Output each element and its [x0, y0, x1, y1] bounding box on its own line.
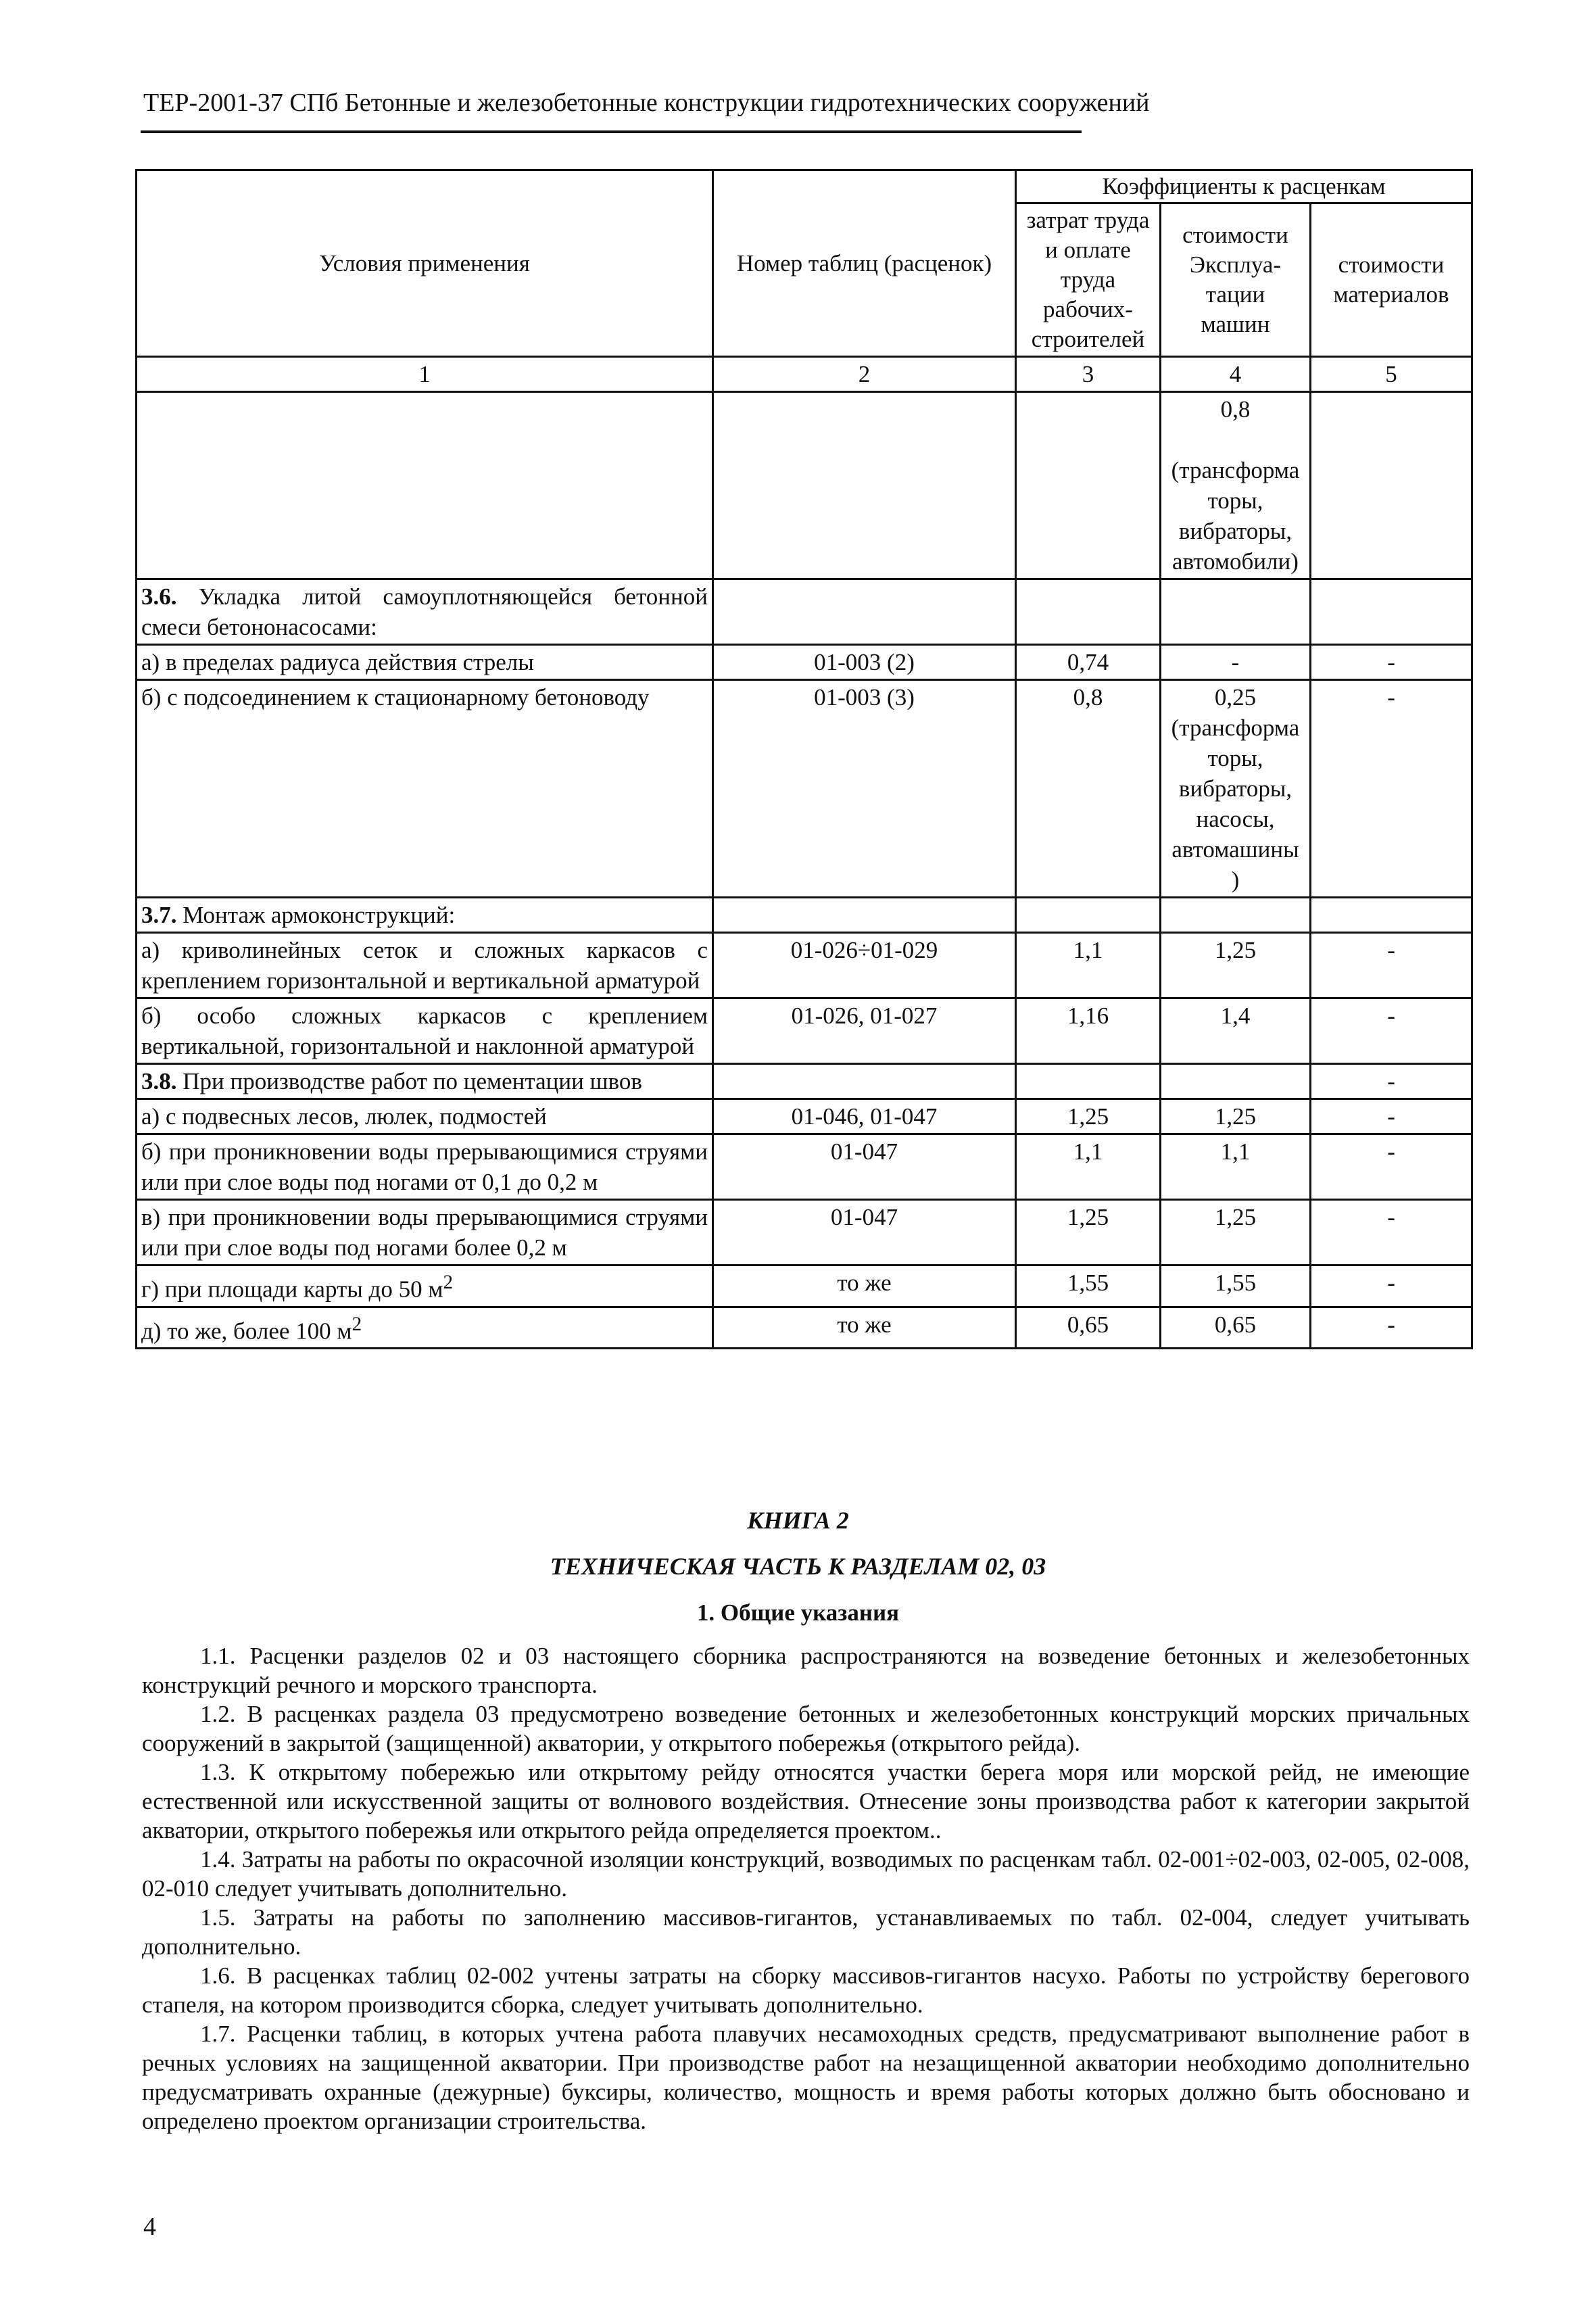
- section-3-6-title: 3.6. Укладка литой самоуплотняющейся бетонной смеси бетононасосами:: [137, 579, 713, 645]
- continuation-machine-coef: 0,8 (трансформа торы, вибраторы, автомобили): [1161, 392, 1311, 579]
- table-row: а) с подвесных лесов, люлек, подмостей 01-046, 01-047 1,25 1,25 -: [137, 1099, 1472, 1134]
- table-row: д) то же, более 100 $м^2$ то же 0,65 0,65 -: [137, 1307, 1472, 1349]
- document-header-title: ТЕР-2001-37 СПб Бетонные и железобетонные конструкции гидротехнических сооружений: [143, 89, 1150, 117]
- paragraph: 1.6. В расценках таблиц 02-002 учтены затраты на сборку массивов-гигантов насухо. Работы по устройству берегового стапеля, на котором производится сборка, следует учитывать дополнительно.: [142, 1962, 1470, 2018]
- coefficients-table: [135, 169, 1473, 1349]
- table-row: б) при проникновении воды прерывающимися струями или при слое воды под ногами от 0,1 до 0,2 м 01-047 1,1 1,1 -: [137, 1134, 1472, 1200]
- header-rule: [141, 130, 1082, 133]
- head-machine-costs: стоимости Эксплуа- тации машин: [1161, 203, 1311, 357]
- table-row: б) с подсоединением к стационарному бетоноводу 01-003 (3) 0,8 0,25 (трансформа торы, вибраторы, насосы, автомашины ) -: [137, 680, 1472, 898]
- head-conditions: Условия применения: [137, 170, 713, 357]
- section-heading: 1. Общие указания: [696, 1599, 900, 1626]
- page-number: 4: [143, 2213, 156, 2241]
- col-number-5: 5: [1311, 357, 1472, 392]
- paragraph: 1.1. Расценки разделов 02 и 03 настоящего сборника распространяются на возведение бетонных и железобетонных конструкций речного и морского транспорта.: [142, 1643, 1470, 1698]
- table-head-row-1: [137, 170, 1472, 203]
- paragraph: 1.3. К открытому побережью или открытому рейду относятся участки берега моря или морской рейд, не имеющие естественной или искусственной защиты от волнового воздействия. Отнесение зоны производства работ к категории закрытой акватории, открытого побережья или открытого рейда определяется проектом..: [142, 1759, 1470, 1843]
- paragraph: 1.5. Затраты на работы по заполнению массивов-гигантов, устанавливаемых по табл. 02-004, следует учитывать дополнительно.: [142, 1904, 1470, 1960]
- paragraph: 1.7. Расценки таблиц, в которых учтена работа плавучих несамоходных средств, предусматривают выполнение работ в речных условиях на защищенной акватории. При производстве работ на незащищенной акватории необходимо дополнительно предусматривать охранные (дежурные) буксиры, количество, мощность и время работы которых должно быть обосновано и определено проектом организации строительства.: [142, 2021, 1470, 2134]
- head-labor-costs: затрат труда и оплате труда рабочих- строителей: [1016, 203, 1161, 357]
- col-number-4: 4: [1161, 357, 1311, 392]
- table-row: а) криволинейных сеток и сложных каркасов с креплением горизонтальной и вертикальной арматурой 01-026÷01-029 1,1 1,25 -: [137, 933, 1472, 998]
- book-title: КНИГА 2: [747, 1507, 849, 1534]
- section-3-8-title: 3.8. При производстве работ по цементации швов: [137, 1064, 713, 1099]
- section-3-8-title-row: 3.8. При производстве работ по цементации швов -: [137, 1064, 1472, 1099]
- book-subtitle: ТЕХНИЧЕСКАЯ ЧАСТЬ К РАЗДЕЛАМ 02, 03: [550, 1553, 1046, 1580]
- col-number-1: 1: [137, 357, 713, 392]
- paragraph: 1.4. Затраты на работы по окрасочной изоляции конструкций, возводимых по расценкам табл. 02-001÷02-003, 02-005, 02-008, 02-010 следует учитывать дополнительно.: [142, 1846, 1470, 1902]
- section-3-6-title-row: [137, 579, 1472, 645]
- column-numbers-row: [137, 357, 1472, 392]
- section-3-7-title: 3.7. Монтаж армоконструкций:: [137, 898, 713, 933]
- paragraph: 1.2. В расценках раздела 03 предусмотрено возведение бетонных и железобетонных конструкций морских причальных сооружений в закрытой (защищенной) акватории, у открытого побережья (открытого рейда).: [142, 1701, 1470, 1756]
- table-row-continuation: [137, 392, 1472, 579]
- section-3-7-title-row: [137, 898, 1472, 933]
- table-row: а) в пределах радиуса действия стрелы 01-003 (2) 0,74 - -: [137, 645, 1472, 680]
- head-coefficients-group: Коэффициенты к расценкам: [1016, 170, 1472, 203]
- table-row: г) при площади карты до 50 $м^2$ то же 1,55 1,55 -: [137, 1265, 1472, 1307]
- table-row: в) при проникновении воды прерывающимися струями или при слое воды под ногами более 0,2 м 01-047 1,25 1,25 -: [137, 1200, 1472, 1265]
- head-material-costs: стоимости материалов: [1311, 203, 1472, 357]
- general-instructions-text: [142, 1641, 1470, 2136]
- head-table-numbers: Номер таблиц (расценок): [713, 170, 1016, 357]
- col-number-2: 2: [713, 357, 1016, 392]
- col-number-3: 3: [1016, 357, 1161, 392]
- table-row: б) особо сложных каркасов с креплением вертикальной, горизонтальной и наклонной арматурой 01-026, 01-027 1,16 1,4 -: [137, 998, 1472, 1064]
